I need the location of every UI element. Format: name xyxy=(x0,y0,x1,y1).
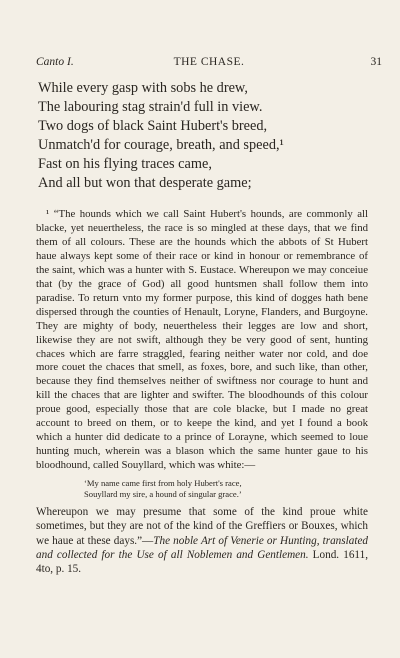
poem-line: Two dogs of black Saint Hubert's breed, xyxy=(38,118,268,134)
footnote-body: ¹ “The hounds which we call Saint Hubert's hounds, are commonly all blacke, yet neuertheless, the race is so mingled at these days, that we find them of all colours. These are the hounds which the abbots of St Hubert haue always kept some of their race or kind in honour or remembrance of the saint, which was a hunter with S. Eustace. Whereupon we may conceiue that (by the grace of God) all good huntsmen shall follow them into paradise. To return vnto my former purpose, this kind of dogges hath bene dispersed through the counties of Henault, Loryne, Flanders, and Burgoyne. They are mighty of body, neuertheless their legges are low and short, likewise they are not swift, although they be very good of sent, hunting chaces which are farre straggled, fearing neither water nor cold, and doe more couet the chaces that smell, as foxes, bore, and such like, than other, because they find themselves neither of swiftness nor courage to hunt and kill the chaces that are lighter and swifter. The bloodhounds of this colour proue good, especially those that are cole blacke, but I made no great account to breed on them, or to keepe the kind, and yet I found a book which a hunter did dedicate to a prince of Lorayne, which seemed to loue hunting much, wherein was a blason which the same hunter gaue to his bloodhound, called Souyllard, which was white:— xyxy=(36,208,368,472)
poem-line: And all but won that desperate game; xyxy=(38,175,252,191)
footnote-citation xyxy=(36,505,368,576)
footnote-quote xyxy=(84,478,368,500)
running-title: THE CHASE. xyxy=(173,56,245,68)
poem-line: The labouring stag strain'd full in view. xyxy=(38,99,263,115)
quote-line: ‘My name came first from holy Hubert's race, xyxy=(84,478,242,489)
page-number: 31 xyxy=(370,56,382,68)
poem-line: Unmatch'd for courage, breath, and speed,¹ xyxy=(38,137,284,153)
poem-stanza xyxy=(38,79,368,193)
poem-line: Fast on his flying traces came, xyxy=(38,156,212,172)
quote-line: Souyllard my sire, a hound of singular grace.’ xyxy=(84,489,242,500)
canto-label: Canto I. xyxy=(36,56,74,68)
footnote xyxy=(36,208,368,576)
citation-imprint: Lond. 1611, 4to, p. 15. xyxy=(36,548,368,575)
citation-title: The noble Art of Venerie or Hunting, translated and collected for the Use of all Noblemen and Gentlemen. xyxy=(36,534,368,561)
poem-line: While every gasp with sobs he drew, xyxy=(38,80,248,96)
running-header xyxy=(36,56,382,72)
citation-text: Whereupon we may presume that some of the kind proue white sometimes, but they are not of the kind of the Greffiers or Bouxes, which we haue at these days.”— xyxy=(36,506,368,547)
